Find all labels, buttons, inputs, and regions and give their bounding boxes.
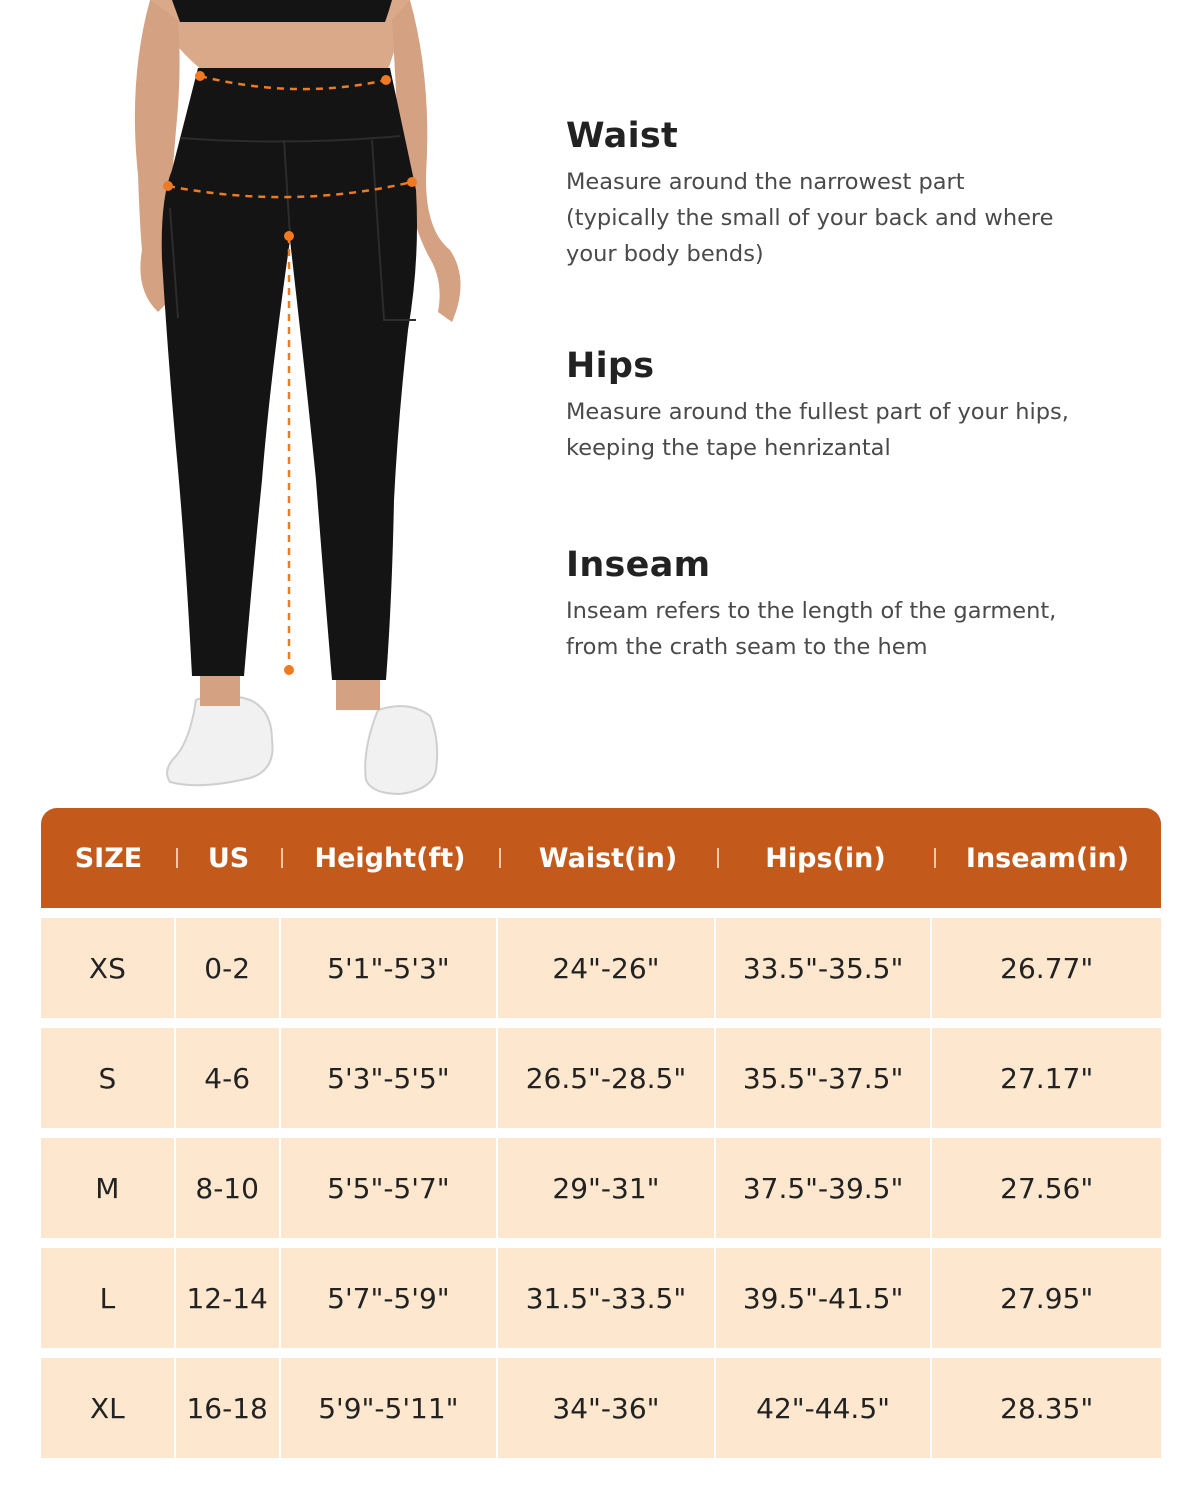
header-hips: Hips(in) — [717, 843, 934, 874]
cell-us: 16-18 — [176, 1358, 279, 1458]
cell-size: L — [41, 1248, 174, 1348]
cell-us: 8-10 — [176, 1138, 279, 1238]
cell-height: 5'3"-5'5" — [281, 1028, 497, 1128]
table-row-xs — [41, 918, 1161, 1018]
cell-inseam: 27.56" — [932, 1138, 1161, 1238]
cell-size: XL — [41, 1358, 174, 1458]
inseam-description: Inseam refers to the length of the garment, from the crath seam to the hem — [566, 598, 1057, 660]
header-size: SIZE — [74, 842, 143, 874]
cell-hips: 39.5"-41.5" — [716, 1248, 931, 1348]
waist-guide — [566, 116, 1166, 272]
crop-top — [172, 0, 392, 22]
cell-height: 5'7"-5'9" — [281, 1248, 497, 1348]
cell-waist: 34"-36" — [498, 1358, 714, 1458]
cell-height: 5'9"-5'11" — [281, 1358, 497, 1458]
cell-size: M — [41, 1138, 174, 1238]
cell-height: 5'5"-5'7" — [281, 1138, 497, 1238]
cell-hips: 35.5"-37.5" — [716, 1028, 931, 1128]
header-inseam: Inseam(in) — [934, 843, 1161, 874]
cell-inseam: 26.77" — [932, 918, 1161, 1018]
cell-height: 5'1"-5'3" — [281, 918, 497, 1018]
header-waist: Waist(in) — [499, 843, 717, 874]
size-chart-table — [41, 808, 1161, 1458]
cell-us: 4-6 — [176, 1028, 279, 1128]
cell-hips: 42"-44.5" — [716, 1358, 931, 1458]
inseam-guide — [566, 545, 1166, 665]
cell-waist: 31.5"-33.5" — [498, 1248, 714, 1348]
hips-heading: Hips — [566, 346, 655, 386]
cell-hips: 37.5"-39.5" — [716, 1138, 931, 1238]
right-shoe — [365, 706, 437, 794]
cell-inseam: 27.95" — [932, 1248, 1161, 1348]
cell-us: 0-2 — [176, 918, 279, 1018]
right-ankle — [336, 680, 380, 710]
left-ankle — [200, 676, 240, 706]
table-row-l — [41, 1248, 1161, 1348]
cell-inseam: 28.35" — [932, 1358, 1161, 1458]
cell-us: 12-14 — [176, 1248, 279, 1348]
table-row-s — [41, 1028, 1161, 1128]
cell-size: XS — [41, 918, 174, 1018]
table-header — [41, 808, 1161, 908]
hips-guide — [566, 346, 1166, 466]
cell-inseam: 27.17" — [932, 1028, 1161, 1128]
cell-waist: 24"-26" — [498, 918, 714, 1018]
waist-heading: Waist — [566, 116, 679, 156]
hips-description: Measure around the fullest part of your hips, keeping the tape henrizantal — [566, 399, 1069, 461]
table-row-m — [41, 1138, 1161, 1238]
leggings-illustration — [0, 0, 560, 800]
waist-description: Measure around the narrowest part (typically the small of your back and where your body bends) — [566, 169, 1054, 267]
cell-hips: 33.5"-35.5" — [716, 918, 931, 1018]
left-shoe — [167, 695, 272, 785]
table-row-xl — [41, 1358, 1161, 1458]
header-height: Height(ft) — [281, 843, 499, 874]
cell-size: S — [41, 1028, 174, 1128]
model-figure — [0, 0, 560, 800]
inseam-heading: Inseam — [566, 545, 711, 585]
cell-waist: 26.5"-28.5" — [498, 1028, 714, 1128]
cell-waist: 29"-31" — [498, 1138, 714, 1238]
header-us: US — [176, 843, 281, 874]
